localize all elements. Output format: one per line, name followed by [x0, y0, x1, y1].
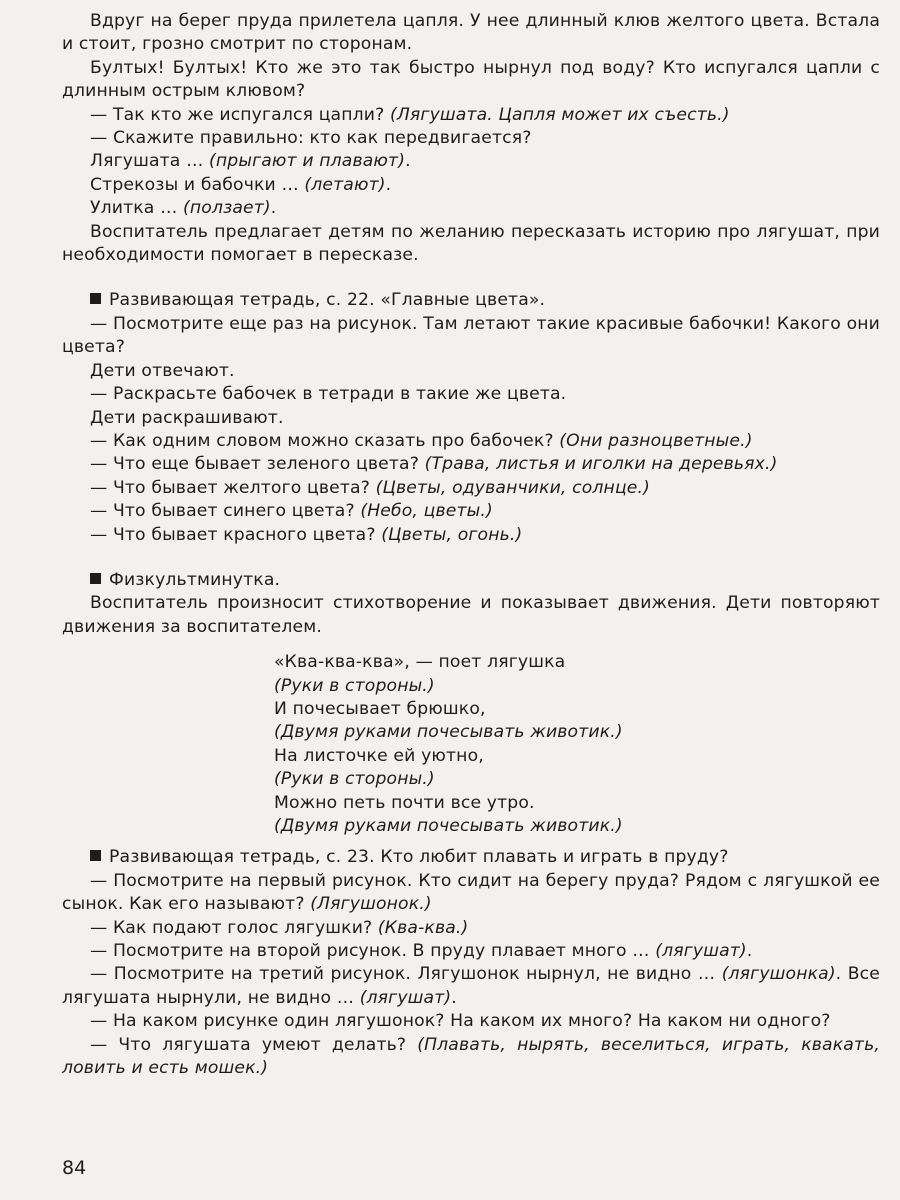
poem-line: [274, 745, 880, 768]
paragraph-text: — Как одним словом можно сказать про бабочек?: [90, 430, 560, 451]
answer-italic: (Они разноцветные.): [559, 430, 753, 451]
answer-italic: (Трава, листья и иголки на деревьях.): [424, 454, 778, 475]
paragraph: [62, 940, 880, 963]
paragraph-text: Воспитатель предлагает детям по желанию пересказать историю про лягушат, при необходимости помогает в пересказе.: [62, 221, 880, 266]
poem-stage-direction: (Двумя руками почесывать животик.): [274, 816, 623, 836]
paragraph: [62, 963, 880, 1010]
answer-italic: (прыгают и плавают): [209, 151, 406, 172]
paragraph-text: Дети раскрашивают.: [90, 407, 284, 428]
paragraph: [62, 592, 880, 639]
section-heading: [62, 569, 880, 592]
section-heading-text: Развивающая тетрадь, с. 23. Кто любит плавать и играть в пруду?: [109, 847, 729, 868]
paragraph: [62, 174, 880, 197]
paragraph-text: Дети отвечают.: [90, 360, 235, 381]
paragraph: [62, 127, 880, 150]
poem-line: [274, 698, 880, 721]
paragraph: [62, 407, 880, 430]
paragraph: [62, 870, 880, 917]
poem-stage-direction: (Руки в стороны.): [274, 675, 435, 696]
paragraph-text: — Что лягушата умеют делать?: [90, 1034, 418, 1055]
section-spacer: [62, 547, 880, 569]
paragraph-text: — Посмотрите на третий рисунок. Лягушонок нырнул, не видно …: [90, 964, 722, 985]
paragraph-text: — Как подают голос лягушки?: [90, 917, 378, 938]
paragraph-text: Воспитатель произносит стихотворение и показывает движения. Дети повторяют движения за воспитателем.: [62, 593, 880, 637]
paragraph-text: Улитка …: [90, 198, 184, 219]
paragraph: [62, 57, 880, 104]
section-heading-text: Физкультминутка.: [109, 569, 281, 590]
poem-line-text: На листочке ей уютно,: [274, 745, 484, 766]
answer-italic: (Ква-ква.): [377, 917, 469, 938]
square-bullet-icon: [90, 850, 101, 861]
poem-line-text: И почесывает брюшко,: [274, 698, 486, 719]
paragraph: [62, 221, 880, 268]
paragraph: [62, 1034, 880, 1081]
paragraph: [62, 917, 880, 940]
poem-stage-direction: (Руки в стороны.): [274, 769, 435, 790]
answer-italic: (Цветы, одуванчики, солнце.): [375, 477, 650, 498]
poem-line: [274, 792, 880, 815]
paragraph-text: Бултых! Бултых! Кто же это так быстро нырнул под воду? Кто испугался цапли с длинным острым клювом?: [62, 57, 880, 102]
section-heading: [62, 289, 880, 312]
square-bullet-icon: [90, 293, 101, 304]
answer-italic: (Небо, цветы.): [360, 501, 493, 522]
paragraph-text: . Все лягушата нырнули, не видно …: [62, 964, 881, 1008]
answer-italic: (ползает): [183, 198, 271, 219]
section-heading: [62, 846, 880, 869]
paragraph-text: — Что еще бывает зеленого цвета?: [90, 454, 425, 475]
paragraph-text: Стрекозы и бабочки …: [90, 174, 305, 195]
paragraph: [62, 1010, 880, 1033]
poem: [274, 651, 880, 838]
paragraph-text: — Посмотрите на второй рисунок. В пруду плавает много …: [90, 941, 656, 962]
paragraph-text: — Раскрасьте бабочек в тетради в такие же цвета.: [90, 384, 567, 405]
paragraph-text: — Посмотрите на первый рисунок. Кто сидит на берегу пруда? Рядом с лягушкой ее сынок. Как его называют?: [62, 870, 880, 915]
paragraph: [62, 313, 880, 360]
paragraph-text: .: [405, 151, 411, 172]
paragraph: [62, 360, 880, 383]
paragraph-text: Лягушата …: [90, 151, 210, 172]
poem-stage-direction: (Двумя руками почесывать животик.): [274, 722, 623, 743]
poem-line: [274, 675, 880, 698]
paragraph: [62, 383, 880, 406]
paragraph: [62, 477, 880, 500]
square-bullet-icon: [90, 573, 101, 584]
paragraph: [62, 524, 880, 547]
paragraph: [62, 500, 880, 523]
section-spacer: [62, 267, 880, 289]
paragraph-text: — Посмотрите еще раз на рисунок. Там летают такие красивые бабочки! Какого они цвета?: [62, 313, 880, 358]
answer-italic: (лягушат): [359, 987, 452, 1008]
paragraph-text: — Так кто же испугался цапли?: [90, 104, 390, 125]
paragraph-text: — Что бывает желтого цвета?: [90, 477, 376, 498]
answer-italic: (Плавать, нырять, веселиться, играть, квакать, ловить и есть мошек.): [62, 1034, 880, 1079]
paragraph-text: .: [451, 987, 457, 1008]
section-heading-text: Развивающая тетрадь, с. 22. «Главные цвета».: [109, 290, 546, 311]
paragraph: [62, 197, 880, 220]
answer-italic: (Цветы, огонь.): [381, 524, 523, 545]
poem-line: [274, 768, 880, 791]
paragraph: [62, 150, 880, 173]
poem-line: [274, 815, 880, 838]
answer-italic: (Лягушонок.): [310, 894, 432, 915]
answer-italic: (лягушонка): [721, 964, 836, 985]
paragraph: [62, 453, 880, 476]
paragraph-text: — На каком рисунке один лягушонок? На каком их много? На каком ни одного?: [90, 1011, 831, 1032]
poem-line: [274, 721, 880, 744]
paragraph-text: .: [746, 941, 753, 962]
poem-line: [274, 651, 880, 674]
paragraph-text: .: [385, 174, 392, 195]
page-number: 84: [62, 1157, 87, 1179]
answer-italic: (лягушат): [655, 941, 747, 962]
paragraph-text: — Скажите правильно: кто как передвигается?: [90, 128, 532, 149]
paragraph: [62, 10, 880, 57]
answer-italic: (летают): [304, 174, 386, 195]
paragraph: [62, 430, 880, 453]
poem-line-text: Можно петь почти все утро.: [274, 792, 535, 813]
page-text: [62, 10, 880, 1080]
paragraph-text: Вдруг на берег пруда прилетела цапля. У нее длинный клюв желтого цвета. Встала и стоит, грозно смотрит по сторонам.: [62, 11, 880, 55]
paragraph-text: .: [270, 198, 277, 219]
paragraph-text: — Что бывает синего цвета?: [90, 501, 361, 522]
poem-line-text: «Ква-ква-ква», — поет лягушка: [274, 652, 566, 673]
paragraph: [62, 104, 880, 127]
answer-italic: (Лягушата. Цапля может их съесть.): [389, 104, 730, 125]
paragraph-text: — Что бывает красного цвета?: [90, 524, 382, 545]
